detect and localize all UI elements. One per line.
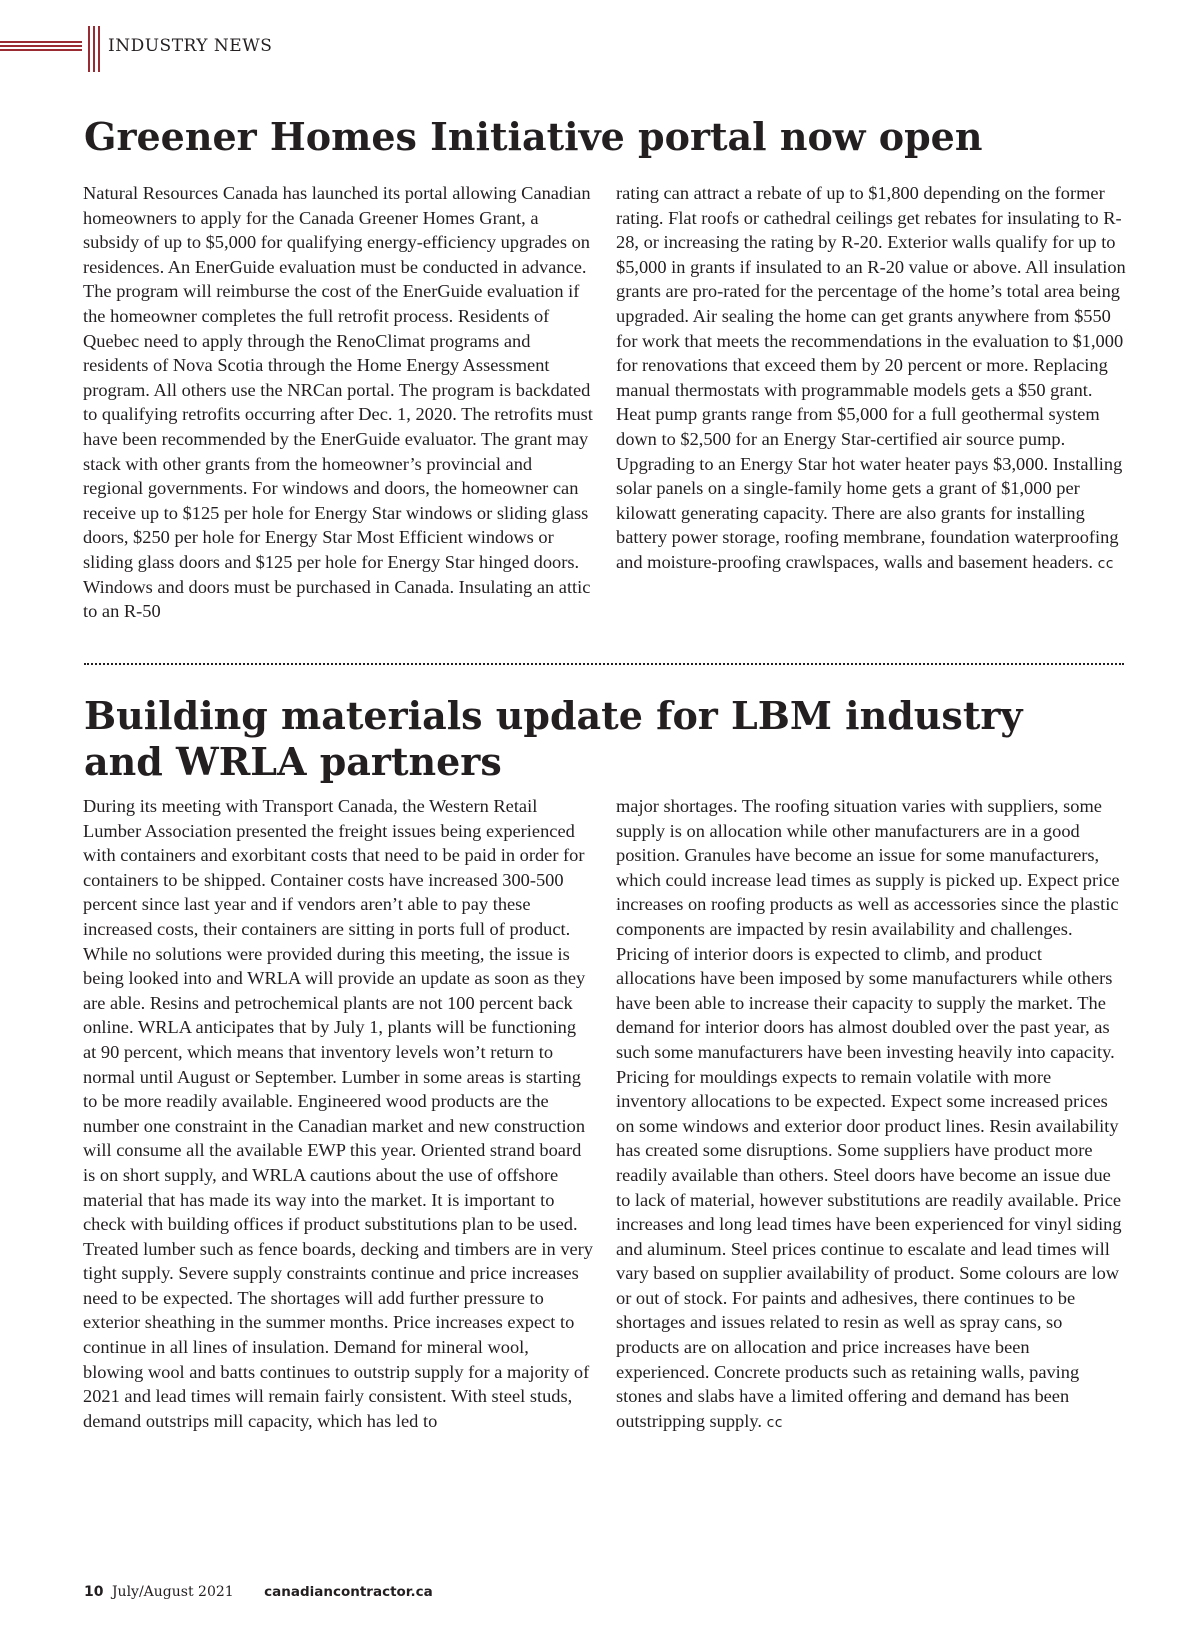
page-footer — [84, 1584, 433, 1600]
article-2-column-2 — [616, 794, 1126, 1435]
article-1-column-2 — [616, 181, 1126, 577]
page-number: 10 — [84, 1584, 104, 1600]
article-2-end-mark: cc — [766, 1414, 783, 1431]
article-1-title: Greener Homes Initiative portal now open — [84, 114, 983, 159]
article-2-column-1: During its meeting with Transport Canada, the Western Retail Lumber Association presented the freight issues being experienced with containers and exorbitant costs that need to be paid in order for containers to be shipped. Container costs have increased 300-500 percent since last year and if vendors aren’t able to pay these increased costs, their containers are sitting in ports full of product. While no solutions were provided during this meeting, the issue is being looked into and WRLA will provide an update as soon as they are able. Resins and petrochemical plants are not 100 percent back online. WRLA anticipates that by July 1, plants will be functioning at 90 percent, which means that inventory levels won’t return to normal until August or September. Lumber in some areas is starting to be more readily available. Engineered wood products are the number one constraint in the Canadian market and new construction will consume all the available EWP this year. Oriented strand board is on short supply, and WRLA cautions about the use of offshore material that has made its way into the market. It is important to check with building offices if product substitutions plan to be used. Treated lumber such as fence boards, decking and timbers are in very tight supply. Severe supply constraints continue and price increases need to be expected. The shortages will add further pressure to exterior sheathing in the summer months. Price increases expect to continue in all lines of insulation. Demand for mineral wool, blowing wool and batts continues to outstrip supply for a majority of 2021 and lead times will remain fairly consistent. With steel studs, demand outstrips mill capacity, which has led to — [83, 796, 593, 1431]
header-rule-lines — [0, 41, 82, 55]
article-1-column-1: Natural Resources Canada has launched its portal allowing Canadian homeowners to apply for the Canada Greener Homes Grant, a subsidy of up to $5,000 for qualifying energy-efficiency upgrades on residences. An EnerGuide evaluation must be conducted in advance. The program will reimburse the cost of the EnerGuide evaluation if the homeowner completes the full retrofit process. Residents of Quebec need to apply through the RenoClimat programs and residents of Nova Scotia through the Home Energy Assessment program. All others use the NRCan portal. The program is backdated to qualifying retrofits occurring after Dec. 1, 2020. The retrofits must have been recommended by the EnerGuide evaluator. The grant may stack with other grants from the homeowner’s provincial and regional governments. For windows and doors, the homeowner can receive up to $125 per hole for Energy Star windows or sliding glass doors, $250 per hole for Energy Star Most Efficient windows or sliding glass doors and $125 per hole for Energy Star hinged doors. Windows and doors must be purchased in Canada. Insulating an attic to an R-50 — [83, 183, 593, 622]
article-divider — [84, 663, 1124, 665]
section-label: INDUSTRY NEWS — [108, 36, 273, 56]
article-2-column-2-text: major shortages. The roofing situation varies with suppliers, some supply is on allocation while other manufacturers are in a good position. Granules have become an issue for some manufacturers, which could increase lead times as supply is picked up. Expect price increases on roofing products as well as accessories since the plastic components are impacted by resin availability and challenges. Pricing of interior doors is expected to climb, and product allocations have been imposed by some manufacturers while others have been able to increase their capacity to supply the market. The demand for interior doors has almost doubled over the past year, as such some manufacturers have been investing heavily into capacity. Pricing for mouldings expects to remain volatile with more inventory allocations to be expected. Expect some increased prices on some windows and exterior door product lines. Resin availability has created some disruptions. Some suppliers have product more readily available than others. Steel doors have become an issue due to lack of material, however substitutions are readily available. Price increases and long lead times have been experienced for vinyl siding and aluminum. Steel prices continue to escalate and lead times will vary based on supplier availability of product. Some colours are low or out of stock. For paints and adhesives, there continues to be shortages and issues related to resin as well as spray cans, so products are on allocation and price increases have been experienced. Concrete products such as retaining walls, paving stones and slabs have a limited offering and demand has been outstripping supply. — [616, 796, 1122, 1431]
article-1-column-2-text: rating can attract a rebate of up to $1,800 depending on the former rating. Flat roofs or cathedral ceilings get rebates for insulating to R-28, or increasing the rating by R-20. Exterior walls qualify for up to $5,000 in grants if insulated to an R-20 value or above. All insulation grants are pro-rated for the percentage of the home’s total area being upgraded. Air sealing the home can get grants anywhere from $550 for work that meets the recommendations in the evaluation to $1,000 for renovations that exceed them by 20 percent or more. Replacing manual thermostats with programmable models gets a $50 grant. Heat pump grants range from $5,000 for a full geothermal system down to $2,500 for an Energy Star-certified air source pump. Upgrading to an Energy Star hot water heater pays $3,000. Installing solar panels on a single-family home gets a grant of $1,000 per kilowatt generating capacity. There are also grants for installing battery power storage, roofing membrane, foundation waterproofing and moisture-proofing crawlspaces, walls and basement headers. — [616, 183, 1126, 572]
article-2-title: Building materials update for LBM industry and WRLA partners — [84, 693, 1023, 784]
website-link[interactable]: canadiancontractor.ca — [264, 1584, 433, 1600]
issue-date: July/August 2021 — [111, 1584, 234, 1600]
header-vertical-bars — [88, 26, 102, 72]
article-1-end-mark: cc — [1097, 555, 1114, 572]
